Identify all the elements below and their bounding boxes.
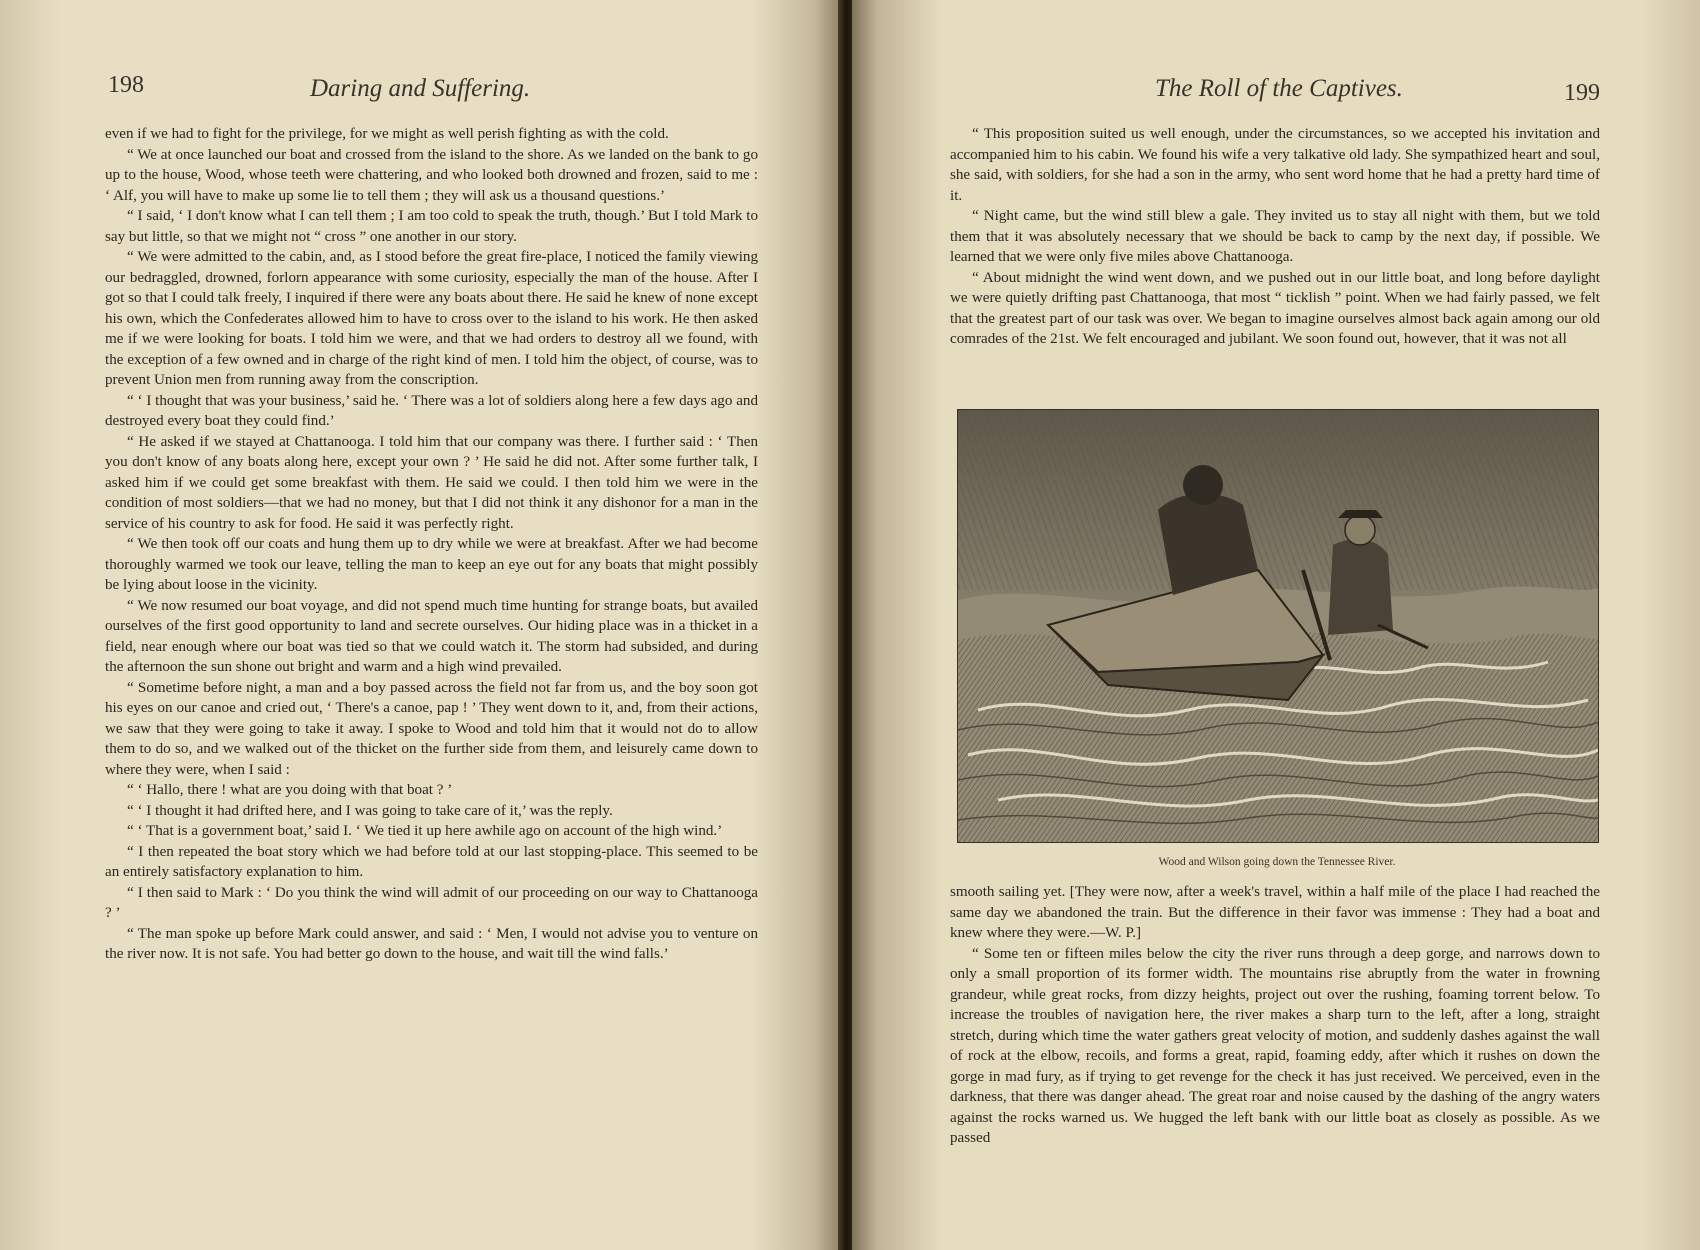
paragraph: “ This proposition suited us well enough, under the circumstances, so we accepted his invitation and accompanied him to his cabin. We found his wife a very talkative old lady. She sympathized heart and soul, she said, with soldiers, for she had a son in the army, who sent word home that he had a pretty hard time of it. [950, 126, 1600, 204]
paragraph: “ The man spoke up before Mark could answer, and said : ‘ Men, I would not advise you to venture on the river now. It is not safe. You had better go down to the house, and wait till the wind falls.’ [105, 925, 758, 962]
paragraph: “ He asked if we stayed at Chattanooga. I told him that our company was there. I further said : ‘ Then you don't know of any boats along here, except your own ? ’ He said he did not. After some further talk, I asked him if we could get some breakfast with them. He said we could. I then told him we were in the condition of most soldiers—that we had no money, but that I did not think it any dishonor for a man in the service of his country to ask for food. He said it was perfectly right. [105, 433, 758, 532]
paragraph: “ About midnight the wind went down, and we pushed out in our little boat, and long before daylight we were quietly drifting past Chattanooga, that most “ ticklish ” point. When we had fairly passed, we felt that the greatest part of our task was over. We began to imagine ourselves almost back again among our old comrades of the 21st. We felt encouraged and jubilant. We soon found out, however, that it was not all [950, 269, 1600, 347]
left-page [0, 0, 842, 1250]
paragraph: “ We now resumed our boat voyage, and did not spend much time hunting for strange boats, but availed ourselves of the first good opportunity to land and secrete ourselves. Our hiding place was in a thicket in a field, near enough where our boat was tied so that we could watch it. The storm had subsided, and during the afternoon the sun shone out bright and warm and a high wind prevailed. [105, 597, 758, 675]
paragraph: “ We then took off our coats and hung them up to dry while we were at breakfast. After we had become thoroughly warmed we took our leave, telling the man to keep an eye out for any boats that might possibly be lying about loose in the vicinity. [105, 536, 758, 593]
paragraph: “ I said, ‘ I don't know what I can tell them ; I am too cold to speak the truth, though.’ But I told Mark to say but little, so that we might not “ cross ” one another in our story. [105, 208, 758, 245]
paragraph: even if we had to fight for the privilege, for we might as well perish fighting as with the cold. [105, 126, 669, 142]
river-boat-illustration [957, 409, 1599, 843]
paragraph: “ I then said to Mark : ‘ Do you think the wind will admit of our proceeding on our way to Chattanooga ? ’ [105, 884, 758, 921]
running-head: The Roll of the Captives. [1155, 75, 1403, 102]
left-text-column [105, 124, 758, 965]
paragraph: “ I then repeated the boat story which we had before told at our last stopping-place. This seemed to be an entirely satisfactory explanation to him. [105, 843, 758, 880]
paragraph: “ Sometime before night, a man and a boy passed across the field not far from us, and the boy soon got his eyes on our canoe and cried out, ‘ There's a canoe, pap ! ’ They went down to it, and, from their actions, we saw that they were going to take it away. I spoke to Wood and told him that it would not do to allow them to do so, and we walked out of the thicket on the further side from them, and leisurely came down to where they were, when I said : [105, 679, 758, 778]
paragraph: “ We at once launched our boat and crossed from the island to the shore. As we landed on the bank to go up to the house, Wood, whose teeth were chattering, and who looked both drowned and frozen, said to me : ‘ Alf, you will have to make up some lie to tell them ; they will ask us a thousand questions.’ [105, 146, 758, 204]
paragraph: “ Some ten or fifteen miles below the city the river runs through a deep gorge, and narrows down to only a small proportion of its former width. The mountains rise abruptly from the water in frowning grandeur, while great rocks, from dizzy heights, project out over the rushing, foaming torrent below. To increase the troubles of navigation here, the river makes a sharp turn to the left, after a long, straight stretch, during which time the water gathers great velocity of motion, and suddenly dashes against the wall of rock at the elbow, recoils, and forms a great, rapid, foaming eddy, after which it rushes on down the gorge in mad fury, as if trying to get revenge for the check it has just received. We perceived, even in the darkness, that there was danger ahead. The great roar and noise caused by the dashing of the angry waters against the rocks warned us. We hugged the left bank with our little boat as closely as possible. As we passed [950, 945, 1600, 1146]
page-number: 198 [108, 72, 144, 98]
paragraph: “ ‘ I thought that was your business,’ said he. ‘ There was a lot of soldiers along here a few days ago and destroyed every boat they could find.’ [105, 392, 758, 429]
paragraph: “ ‘ Hallo, there ! what are you doing with that boat ? ’ [127, 782, 453, 798]
paragraph: “ ‘ I thought it had drifted here, and I was going to take care of it,’ was the reply. [127, 802, 613, 819]
paragraph: “ Night came, but the wind still blew a gale. They invited us to stay all night with them, but we told them that it was absolutely necessary that we should be back to camp by the next day, if possible. We learned that we were only five miles above Chattanooga. [950, 208, 1600, 265]
page-number: 199 [1564, 80, 1600, 106]
paragraph: “ ‘ That is a government boat,’ said I. ‘ We tied it up here awhile ago on account of the high wind.’ [127, 823, 723, 839]
running-head: Daring and Suffering. [310, 75, 531, 102]
paragraph: smooth sailing yet. [They were now, after a week's travel, within a half mile of the place I had reached the same day we abandoned the train. But the difference in their favor was immense : They had a boat and knew where they were.—W. P.] [950, 884, 1600, 941]
right-text-column-bottom [950, 882, 1600, 1149]
illustration-caption: Wood and Wilson going down the Tennessee River. [1158, 856, 1396, 868]
right-text-column-top [950, 124, 1600, 350]
right-page [852, 0, 1700, 1250]
paragraph: “ We were admitted to the cabin, and, as I stood before the great fire-place, I noticed the family viewing our bedraggled, drowned, forlorn appearance with some curiosity, especially the man of the house. After I got so that I could talk freely, I inquired if there were any boats about there. He said he knew of none except his own, which the Confederates allowed him to have to cross over to the island to his work. He then asked me if we were looking for boats. I told him we were, and that we had orders to destroy all we found, with the exception of a few owned and in charge of the right kind of men. I told him the object, of course, was to prevent Union men from running away from the conscription. [105, 249, 758, 388]
